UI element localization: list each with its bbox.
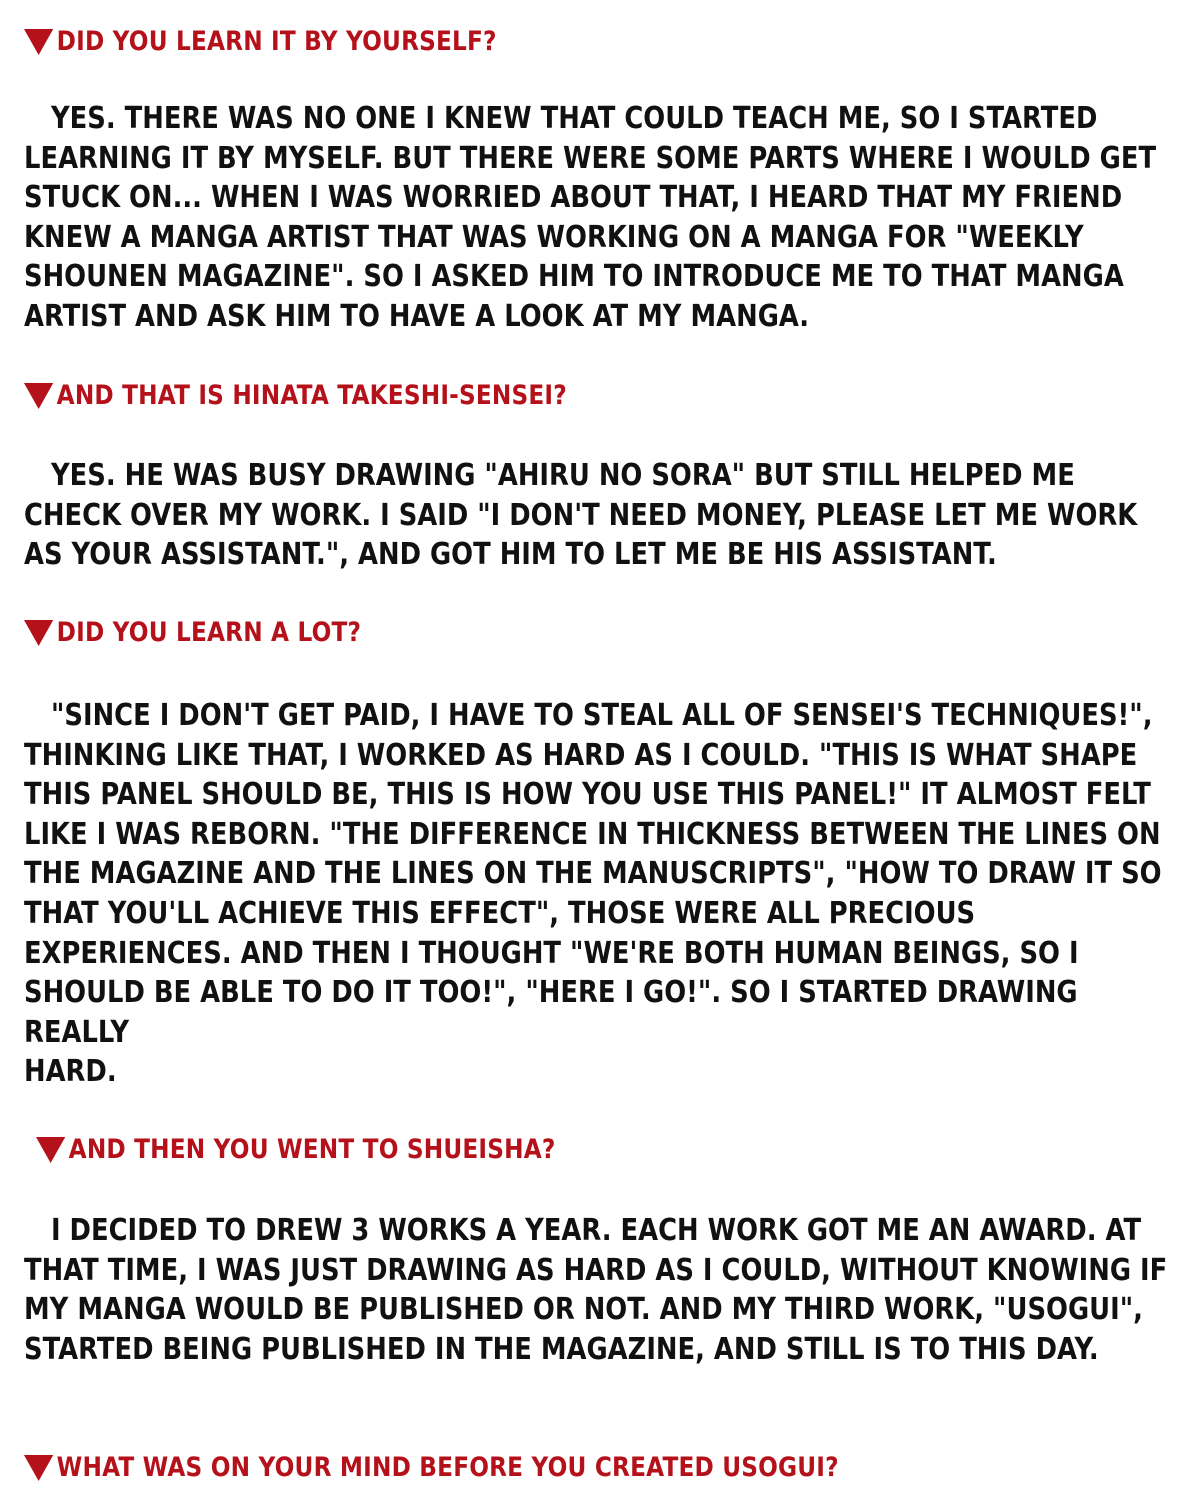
question-text: DID YOU LEARN A LOT? (56, 617, 362, 648)
question-text: AND THAT IS HINATA TAKESHI-SENSEI? (56, 380, 567, 411)
question-heading (24, 1452, 839, 1483)
red-triangle-icon (24, 620, 53, 646)
question-heading (24, 380, 567, 411)
answer-paragraph: "SINCE I DON'T GET PAID, I HAVE TO STEAL ALL OF SENSEI'S TECHNIQUES!", THINKING LIKE THAT, I WORKED AS HARD AS I COULD. "THIS IS WHAT SHAPE THIS PANEL SHOULD BE, THIS IS HOW YOU USE THIS PANEL!" IT ALMOST FELT LIKE I WAS REBORN. "THE DIFFERENCE IN THICKNESS BETWEEN THE LINES ON THE MAGAZINE AND THE LINES ON THE MANUSCRIPTS", "HOW TO DRAW IT SO THAT YOU'LL ACHIEVE THIS EFFECT", THOSE WERE ALL PRECIOUS EXPERIENCES. AND THEN I THOUGHT "WE'RE BOTH HUMAN BEINGS, SO I SHOULD BE ABLE TO DO IT TOO!", "HERE I GO!". SO I STARTED DRAWING REALLY HARD. (24, 698, 1162, 1090)
answer-paragraph: YES. THERE WAS NO ONE I KNEW THAT COULD TEACH ME, SO I STARTED LEARNING IT BY MYSELF. BUT THERE WERE SOME PARTS WHERE I WOULD GET STUCK ON... WHEN I WAS WORRIED ABOUT THAT, I HEARD THAT MY FRIEND KNEW A MANGA ARTIST THAT WAS WORKING ON A MANGA FOR "WEEKLY SHOUNEN MAGAZINE". SO I ASKED HIM TO INTRODUCE ME TO THAT MANGA ARTIST AND ASK HIM TO HAVE A LOOK AT MY MANGA. (24, 101, 1157, 334)
question-text: AND THEN YOU WENT TO SHUEISHA? (68, 1134, 556, 1165)
answer-paragraph: I DECIDED TO DREW 3 WORKS A YEAR. EACH WORK GOT ME AN AWARD. AT THAT TIME, I WAS JUST DRAWING AS HARD AS I COULD, WITHOUT KNOWING IF MY MANGA WOULD BE PUBLISHED OR NOT. AND MY THIRD WORK, "USOGUI", STARTED BEING PUBLISHED IN THE MAGAZINE, AND STILL IS TO THIS DAY. (24, 1213, 1168, 1367)
red-triangle-icon (24, 383, 53, 409)
question-heading (36, 1134, 556, 1165)
question-text: WHAT WAS ON YOUR MIND BEFORE YOU CREATED USOGUI? (56, 1452, 839, 1483)
red-triangle-icon (24, 29, 53, 55)
red-triangle-icon (24, 1455, 53, 1481)
question-heading (24, 617, 361, 648)
answer-paragraph: YES. HE WAS BUSY DRAWING "AHIRU NO SORA" BUT STILL HELPED ME CHECK OVER MY WORK. I SAID "I DON'T NEED MONEY, PLEASE LET ME WORK AS YOUR ASSISTANT.", AND GOT HIM TO LET ME BE HIS ASSISTANT. (24, 458, 1138, 573)
question-heading (24, 26, 497, 57)
red-triangle-icon (36, 1137, 65, 1163)
question-text: DID YOU LEARN IT BY YOURSELF? (56, 26, 497, 57)
